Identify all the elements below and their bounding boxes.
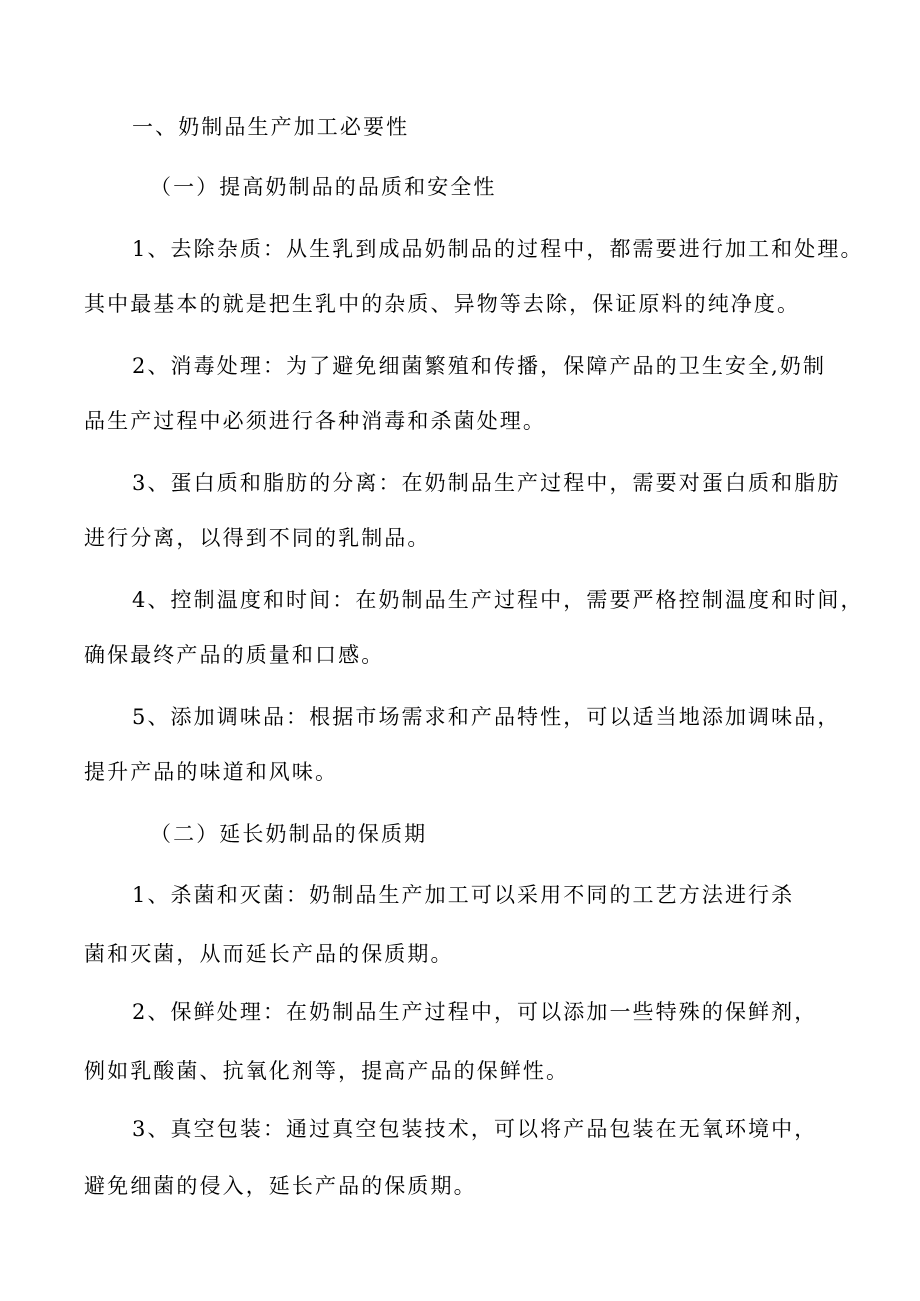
s1-item-2-line-1: 2、消毒处理：为了避免细菌繁殖和传播，保障产品的卫生安全,奶制 [132,354,827,378]
section-2-title: （二）延长奶制品的保质期 [150,822,428,846]
s2-item-3-line-1: 3、真空包装：通过真空包装技术，可以将产品包装在无氧环境中， [132,1117,818,1141]
s2-item-3-line-2: 避免细菌的侵入，延长产品的保质期。 [84,1174,477,1198]
s1-item-4-line-2: 确保最终产品的质量和口感。 [84,643,385,667]
s1-item-3-line-1: 3、蛋白质和脂肪的分离：在奶制品生产过程中，需要对蛋白质和脂肪 [132,471,841,495]
s2-item-1-line-2: 菌和灭菌，从而延长产品的保质期。 [84,942,454,966]
heading-1: 一、奶制品生产加工必要性 [132,115,410,139]
s1-item-5-line-2: 提升产品的味道和风味。 [84,760,339,784]
s1-item-3-line-2: 进行分离，以得到不同的乳制品。 [84,526,431,550]
s1-item-2-line-2: 品生产过程中必须进行各种消毒和杀菌处理。 [84,409,546,433]
s1-item-4-line-1: 4、控制温度和时间：在奶制品生产过程中，需要严格控制温度和时间， [132,588,864,612]
s1-item-1-line-2: 其中最基本的就是把生乳中的杂质、异物等去除，保证原料的纯净度。 [84,292,801,316]
s1-item-5-line-1: 5、添加调味品：根据市场需求和产品特性，可以适当地添加调味品， [132,705,841,729]
s2-item-1-line-1: 1、杀菌和灭菌：奶制品生产加工可以采用不同的工艺方法进行杀 [132,883,795,907]
s2-item-2-line-2: 例如乳酸菌、抗氧化剂等，提高产品的保鲜性。 [84,1059,570,1083]
s1-item-1-line-1: 1、去除杂质：从生乳到成品奶制品的过程中，都需要进行加工和处理。 [132,237,864,261]
section-1-title: （一）提高奶制品的品质和安全性 [150,175,497,199]
s2-item-2-line-1: 2、保鲜处理：在奶制品生产过程中，可以添加一些特殊的保鲜剂， [132,1000,818,1024]
